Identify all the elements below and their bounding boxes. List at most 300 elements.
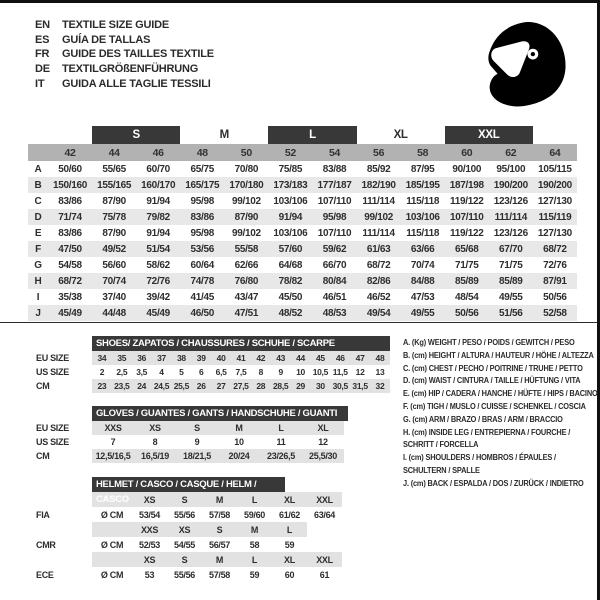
helmet-sizes-row-ece xyxy=(30,552,342,567)
apparel-value-cell: 99/102 xyxy=(231,227,261,239)
size-value-cell: 7 xyxy=(110,437,116,447)
apparel-value-cell: 45/49 xyxy=(136,305,180,321)
apparel-value-cell: 51/54 xyxy=(136,241,180,257)
helmet-unit-spacer xyxy=(92,552,132,567)
apparel-size-label: 42 xyxy=(48,144,92,161)
apparel-value-cell: 85/89 xyxy=(445,273,489,289)
apparel-value-cell: 84/88 xyxy=(401,273,445,289)
apparel-value-cell: 79/82 xyxy=(136,209,180,225)
apparel-measure-row-g xyxy=(28,257,577,273)
section-divider xyxy=(0,322,597,323)
size-value-cell: 2 xyxy=(99,367,105,377)
size-value-cell: 38 xyxy=(171,351,191,365)
apparel-value-cell: 127/130 xyxy=(537,195,572,207)
apparel-size-label: 54 xyxy=(312,144,356,161)
apparel-value-cell: 190/200 xyxy=(533,177,577,193)
apparel-value-cell: 115/118 xyxy=(406,195,440,207)
apparel-size-label: 52 xyxy=(268,144,312,161)
row-label-spacer xyxy=(30,522,92,537)
helmet-value-cell: 53 xyxy=(144,569,155,580)
helmet-size-label: L xyxy=(272,522,307,537)
helmet-value-cell: 57/58 xyxy=(208,569,231,580)
apparel-value-cell: 75/78 xyxy=(92,209,136,225)
helmet-unit-spacer xyxy=(92,522,132,537)
size-value-cell: 13 xyxy=(375,367,385,377)
apparel-value-cell: 127/130 xyxy=(537,227,572,239)
apparel-value-cell: 187/198 xyxy=(445,177,489,193)
apparel-value-cell: 51/56 xyxy=(489,305,533,321)
helmet-size-label: XS xyxy=(167,522,202,537)
apparel-value-cell: 182/190 xyxy=(357,177,401,193)
apparel-numeric-size-row xyxy=(28,144,577,161)
apparel-value-cell: 155/165 xyxy=(92,177,136,193)
apparel-value-cell: 71/75 xyxy=(454,259,479,271)
language-row xyxy=(35,76,214,91)
size-value-cell: M xyxy=(218,421,260,435)
apparel-value-cell: 91/94 xyxy=(268,209,312,225)
language-title: GUIDA ALLE TAGLIE TESSILI xyxy=(62,77,211,90)
size-value-cell: 24 xyxy=(132,379,152,393)
helmet-value-cell: 58 xyxy=(249,539,260,550)
apparel-size-group-m: M xyxy=(180,126,268,144)
apparel-value-cell: 57/60 xyxy=(268,241,312,257)
helmet-value-cell: 53/54 xyxy=(138,509,161,520)
apparel-value-cell: 54/58 xyxy=(58,259,82,271)
size-value-cell: 44 xyxy=(291,351,311,365)
language-title: GUÍA DE TALLAS xyxy=(62,33,151,46)
apparel-value-cell: 52/58 xyxy=(533,305,577,321)
apparel-measure-row-b xyxy=(28,177,577,193)
helmet-value-cell xyxy=(307,537,342,552)
size-value-cell: 12 xyxy=(355,367,365,377)
apparel-value-cell: 190/200 xyxy=(489,177,533,193)
helmet-size-label: XS xyxy=(132,492,167,507)
language-title: TEXTILGRÖßENFÜHRUNG xyxy=(62,63,199,76)
apparel-size-label: 46 xyxy=(136,144,180,161)
apparel-value-cell: 103/106 xyxy=(273,227,308,239)
row-label: CM xyxy=(36,451,50,461)
helmet-section xyxy=(30,477,342,582)
apparel-value-cell: 165/175 xyxy=(180,177,224,193)
apparel-value-cell: 91/94 xyxy=(146,227,170,239)
row-label-spacer xyxy=(30,492,92,507)
helmet-size-label: XXS xyxy=(132,522,167,537)
apparel-value-cell: 80/84 xyxy=(312,273,356,289)
language-title-list xyxy=(35,18,214,91)
apparel-value-cell: 46/52 xyxy=(366,291,391,303)
row-label: EU SIZE xyxy=(36,353,69,363)
apparel-value-cell: 107/110 xyxy=(317,227,352,239)
legend-line: F. (cm) TIGH / MUSLO / CUISSE / SCHENKEL / COSCIA xyxy=(403,400,586,411)
helmet-standard-label: ECE xyxy=(36,569,54,580)
apparel-group-spacer xyxy=(28,126,92,144)
size-value-cell: 37 xyxy=(152,351,172,365)
legend-line: SCHULTERN / SPALLE xyxy=(403,464,480,475)
size-value-cell: 30,5 xyxy=(330,379,350,393)
size-value-cell: 6,5 xyxy=(215,367,227,377)
apparel-value-cell: 185/195 xyxy=(401,177,445,193)
apparel-value-cell: 87/95 xyxy=(410,163,435,175)
legend-line: E. (cm) HIP / CADERA / HANCHE / HÜFTE / HIPS / BACINO xyxy=(403,388,598,399)
apparel-value-cell: 99/102 xyxy=(231,195,261,207)
apparel-value-cell: 55/58 xyxy=(224,241,268,257)
apparel-value-cell: 83/86 xyxy=(58,195,82,207)
apparel-measure-key: H xyxy=(28,273,48,289)
size-value-cell: 25,5/30 xyxy=(302,449,344,463)
apparel-value-cell: 111/114 xyxy=(362,227,395,239)
size-value-cell: 23,5 xyxy=(112,379,132,393)
apparel-value-cell: 64/68 xyxy=(278,259,303,271)
apparel-value-cell: 49/54 xyxy=(357,305,401,321)
language-row xyxy=(35,18,214,33)
apparel-size-label: 50 xyxy=(224,144,268,161)
helmet-value-cell: 52/53 xyxy=(138,539,161,550)
legend-line: D. (cm) WAIST / CINTURA / TAILLE / HÜFTUNG / VITA xyxy=(403,375,581,386)
helmet-size-label: L xyxy=(237,552,272,567)
apparel-value-cell: 95/98 xyxy=(190,195,215,207)
apparel-value-cell: 48/52 xyxy=(268,305,312,321)
apparel-value-cell: 56/60 xyxy=(102,259,126,271)
size-value-cell: 26 xyxy=(191,379,211,393)
size-value-cell: 2,5 xyxy=(116,367,128,377)
helmet-value-cell: 59/60 xyxy=(243,509,266,520)
apparel-value-cell: 72/76 xyxy=(543,259,567,271)
apparel-group-spacer xyxy=(533,126,577,144)
apparel-value-cell: 105/115 xyxy=(538,163,572,175)
apparel-value-cell: 53/56 xyxy=(180,241,224,257)
helmet-unit-label: Ø CM xyxy=(100,569,124,580)
apparel-value-cell: 55/65 xyxy=(102,163,126,175)
apparel-value-cell: 85/92 xyxy=(366,163,391,175)
helmet-size-label xyxy=(307,522,342,537)
apparel-value-cell: 87/90 xyxy=(224,209,268,225)
helmet-values-row-fia xyxy=(30,507,342,522)
size-value-cell: S xyxy=(176,421,218,435)
size-value-cell: 40 xyxy=(211,351,231,365)
apparel-value-cell: 49/55 xyxy=(401,305,445,321)
size-value-cell: 18/21,5 xyxy=(176,449,218,463)
apparel-value-cell: 58/62 xyxy=(146,259,170,271)
apparel-value-cell: 61/63 xyxy=(357,241,401,257)
apparel-value-cell: 48/54 xyxy=(454,291,479,303)
helmet-size-label: S xyxy=(167,552,202,567)
apparel-value-cell: 150/160 xyxy=(48,177,92,193)
size-value-cell: 29 xyxy=(291,379,311,393)
apparel-value-cell: 71/74 xyxy=(48,209,92,225)
size-value-cell: 9 xyxy=(278,367,283,377)
size-value-cell: 9 xyxy=(194,437,200,447)
size-value-cell: 30 xyxy=(310,379,330,393)
helmet-size-label: XL xyxy=(272,492,307,507)
apparel-value-cell: 47/50 xyxy=(48,241,92,257)
apparel-size-table xyxy=(28,126,577,321)
size-value-cell: 27,5 xyxy=(231,379,251,393)
size-value-cell: 3,5 xyxy=(136,367,148,377)
language-title: GUIDE DES TAILLES TEXTILE xyxy=(62,48,214,61)
size-row-eu-size xyxy=(30,421,344,435)
size-value-cell: 43 xyxy=(271,351,291,365)
apparel-value-cell: 48/53 xyxy=(312,305,356,321)
size-value-cell: 28,5 xyxy=(271,379,291,393)
apparel-measure-row-a xyxy=(28,161,577,177)
apparel-value-cell: 45/49 xyxy=(48,305,92,321)
shoes-section xyxy=(30,336,390,393)
helmet-standard-label: CMR xyxy=(36,539,56,550)
apparel-value-cell: 115/118 xyxy=(406,227,440,239)
apparel-measure-key: E xyxy=(34,227,42,239)
legend-line: B. (cm) HEIGHT / ALTURA / HAUTEUR / HÖHE / ALTEZZA xyxy=(403,349,594,360)
apparel-size-group-xxl: XXL xyxy=(445,126,533,144)
size-value-cell: 5 xyxy=(179,367,184,377)
helmet-value-cell: 60 xyxy=(284,569,295,580)
apparel-value-cell: 177/187 xyxy=(312,177,356,193)
language-code: FR xyxy=(35,48,50,61)
size-row-us-size xyxy=(30,435,344,449)
size-value-cell: 36 xyxy=(132,351,152,365)
helmet-size-label: M xyxy=(202,552,237,567)
size-value-cell: 8 xyxy=(152,437,158,447)
helmet-standard-label: FIA xyxy=(36,509,50,520)
apparel-measure-key: D xyxy=(28,209,48,225)
row-label: EU SIZE xyxy=(36,423,69,433)
helmet-value-cell: 61 xyxy=(319,569,330,580)
helmet-size-label: S xyxy=(167,492,202,507)
helmet-unit-label: Ø CM xyxy=(100,539,124,550)
apparel-value-cell: 91/94 xyxy=(146,195,170,207)
apparel-size-label: 56 xyxy=(357,144,401,161)
size-value-cell: 32 xyxy=(370,379,390,393)
size-value-cell: 28 xyxy=(251,379,271,393)
apparel-value-cell: 82/86 xyxy=(357,273,401,289)
apparel-value-cell: 74/78 xyxy=(180,273,224,289)
apparel-value-cell: 95/100 xyxy=(496,163,526,175)
apparel-size-group-row xyxy=(28,126,577,144)
helmet-value-cell: 56/57 xyxy=(208,539,231,550)
apparel-value-cell: 123/126 xyxy=(493,227,528,239)
helmet-size-label: XL xyxy=(272,552,307,567)
apparel-size-label: 62 xyxy=(489,144,533,161)
helmet-size-label: L xyxy=(237,492,272,507)
size-value-cell: 27 xyxy=(211,379,231,393)
language-title: TEXTILE SIZE GUIDE xyxy=(62,19,170,32)
apparel-measure-row-d xyxy=(28,209,577,225)
apparel-size-label: 44 xyxy=(92,144,136,161)
language-row xyxy=(35,62,214,77)
language-code: IT xyxy=(35,77,45,90)
apparel-value-cell: 87/90 xyxy=(102,195,126,207)
apparel-value-cell: 68/72 xyxy=(533,241,577,257)
language-code: DE xyxy=(35,63,50,76)
apparel-value-cell: 70/80 xyxy=(234,163,259,175)
size-value-cell: 35 xyxy=(112,351,132,365)
row-label: US SIZE xyxy=(36,437,69,447)
size-value-cell: 46 xyxy=(330,351,350,365)
helmet-value-cell: 63/64 xyxy=(313,509,336,520)
size-value-cell: 23 xyxy=(92,379,112,393)
apparel-value-cell: 35/38 xyxy=(58,291,82,303)
helmet-value-cell: 57/58 xyxy=(208,509,231,520)
apparel-value-cell: 46/51 xyxy=(322,291,347,303)
size-value-cell: 47 xyxy=(350,351,370,365)
language-code: EN xyxy=(35,19,50,32)
helmet-section-header: HELMET / CASCO / CASQUE / HELM / CASCO xyxy=(92,477,285,492)
language-code: ES xyxy=(35,33,50,46)
size-row-cm xyxy=(30,379,390,393)
apparel-value-cell: 160/170 xyxy=(136,177,180,193)
language-row xyxy=(35,47,214,62)
size-value-cell: XS xyxy=(134,421,176,435)
apparel-value-cell: 47/53 xyxy=(410,291,435,303)
apparel-measure-row-i xyxy=(28,289,577,305)
apparel-value-cell: 49/52 xyxy=(92,241,136,257)
page-top-border xyxy=(0,0,600,3)
size-value-cell: 23/26,5 xyxy=(260,449,302,463)
gloves-section xyxy=(30,406,348,463)
apparel-value-cell: 83/86 xyxy=(180,209,224,225)
helmet-size-label: XXL xyxy=(307,492,342,507)
size-value-cell: 10,5 xyxy=(312,367,329,377)
apparel-value-cell: 68/72 xyxy=(366,259,391,271)
apparel-value-cell: 71/75 xyxy=(499,259,523,271)
size-value-cell: 45 xyxy=(310,351,330,365)
helmet-value-cell: 55/56 xyxy=(173,569,196,580)
legend-line: A. (Kg) WEIGHT / PESO / POIDS / GEWITCH / PESO xyxy=(403,337,575,347)
apparel-value-cell: 63/66 xyxy=(401,241,445,257)
size-value-cell: 6 xyxy=(199,367,204,377)
apparel-measure-key: I xyxy=(36,291,40,303)
apparel-value-cell: 95/98 xyxy=(312,209,356,225)
size-value-cell: 16,5/19 xyxy=(134,449,176,463)
apparel-value-cell: 66/70 xyxy=(322,259,347,271)
apparel-value-cell: 78/82 xyxy=(268,273,312,289)
apparel-measure-key: C xyxy=(34,195,42,207)
apparel-value-cell: 68/72 xyxy=(48,273,92,289)
apparel-value-cell: 99/102 xyxy=(357,209,401,225)
row-label: US SIZE xyxy=(36,367,69,377)
legend-line: J. (cm) BACK / ESPALDA / DOS / ZURÜCK / INDIETRO xyxy=(403,477,584,488)
size-value-cell: XXS xyxy=(92,421,134,435)
helmet-size-label: XXL xyxy=(307,552,342,567)
apparel-value-cell: 70/74 xyxy=(410,259,435,271)
apparel-value-cell: 65/68 xyxy=(445,241,489,257)
apparel-value-cell: 83/88 xyxy=(322,163,347,175)
legend-line: G. (cm) ARM / BRAZO / BRAS / ARM / BRACCIO xyxy=(403,413,563,424)
apparel-measure-key: A xyxy=(34,163,42,175)
size-value-cell: 11,5 xyxy=(332,367,348,377)
legend-line: C. (cm) CHEST / PECHO / POITRINE / TRUHE / PETTO xyxy=(403,362,583,373)
size-value-cell: 48 xyxy=(370,351,390,365)
size-value-cell: 10 xyxy=(296,367,305,377)
apparel-value-cell: 60/64 xyxy=(190,259,215,271)
helmet-size-label: M xyxy=(237,522,272,537)
helmet-size-label: S xyxy=(202,522,237,537)
apparel-value-cell: 85/89 xyxy=(489,273,533,289)
apparel-value-cell: 45/50 xyxy=(278,291,303,303)
apparel-measure-key: J xyxy=(28,305,48,321)
apparel-value-cell: 59/62 xyxy=(312,241,356,257)
helmet-size-table xyxy=(30,492,342,582)
apparel-value-cell: 95/98 xyxy=(190,227,215,239)
apparel-value-cell: 75/85 xyxy=(278,163,303,175)
apparel-value-cell: 37/40 xyxy=(102,291,126,303)
size-value-cell: 20/24 xyxy=(218,449,260,463)
size-row-eu-size xyxy=(30,351,390,365)
size-value-cell: 41 xyxy=(231,351,251,365)
helmet-value-cell: 55/56 xyxy=(173,509,196,520)
row-label-spacer xyxy=(30,552,92,567)
apparel-value-cell: 87/90 xyxy=(102,227,126,239)
apparel-value-cell: 119/122 xyxy=(449,195,484,207)
helmet-values-row-ece xyxy=(30,567,342,582)
apparel-size-group-xl: XL xyxy=(357,126,445,144)
size-value-cell: 10 xyxy=(234,437,244,447)
apparel-value-cell: 50/56 xyxy=(543,291,567,303)
apparel-measure-row-e xyxy=(28,225,577,241)
measurement-legend xyxy=(403,336,600,490)
apparel-value-cell: 72/76 xyxy=(136,273,180,289)
size-value-cell: L xyxy=(260,421,302,435)
size-value-cell: 24,5 xyxy=(152,379,172,393)
apparel-size-label: 60 xyxy=(445,144,489,161)
apparel-value-cell: 39/42 xyxy=(146,291,170,303)
size-value-cell: 11 xyxy=(276,437,286,447)
shoes-section-header: SHOES/ ZAPATOS / CHAUSSURES / SCHUHE / SCARPE xyxy=(92,336,390,351)
apparel-size-group-l: L xyxy=(268,126,356,144)
apparel-measure-row-f xyxy=(28,241,577,257)
apparel-value-cell: 50/60 xyxy=(58,163,82,175)
apparel-size-label: 58 xyxy=(401,144,445,161)
helmet-value-cell: 61/62 xyxy=(278,509,301,520)
legend-line: H. (cm) INSIDE LEG / ENTREPIERNA / FOURCHE / xyxy=(403,426,571,437)
apparel-value-cell: 119/122 xyxy=(449,227,484,239)
apparel-value-cell: 44/48 xyxy=(92,305,136,321)
apparel-measure-key: B xyxy=(28,177,48,193)
helmet-sizes-row-fia xyxy=(30,492,342,507)
size-value-cell: 39 xyxy=(191,351,211,365)
apparel-value-cell: 107/110 xyxy=(317,195,352,207)
apparel-value-cell: 103/106 xyxy=(401,209,445,225)
apparel-value-cell: 67/70 xyxy=(489,241,533,257)
apparel-value-cell: 41/45 xyxy=(190,291,215,303)
apparel-value-cell: 47/51 xyxy=(224,305,268,321)
apparel-value-cell: 115/119 xyxy=(533,209,577,225)
apparel-value-cell: 111/114 xyxy=(362,195,395,207)
legend-line: SCHRITT / FORCELLA xyxy=(403,439,479,450)
helmet-value-cell: 54/55 xyxy=(173,539,196,550)
gloves-size-table xyxy=(30,421,344,463)
shoes-size-table xyxy=(30,351,390,393)
apparel-value-cell: 87/91 xyxy=(533,273,577,289)
size-value-cell: 8 xyxy=(258,367,264,377)
apparel-measure-row-c xyxy=(28,193,577,209)
language-row xyxy=(35,33,214,48)
apparel-value-cell: 60/70 xyxy=(146,163,170,175)
apparel-measure-row-j xyxy=(28,305,577,321)
apparel-value-cell: 173/183 xyxy=(268,177,312,193)
apparel-measure-key: F xyxy=(28,241,48,257)
apparel-value-cell: 111/114 xyxy=(489,209,533,225)
apparel-measure-key: G xyxy=(34,259,42,271)
helmet-value-cell: 59 xyxy=(284,539,295,550)
apparel-value-cell: 83/86 xyxy=(58,227,82,239)
apparel-value-cell: 49/55 xyxy=(499,291,523,303)
row-label: CM xyxy=(36,381,50,391)
apparel-corner-cell xyxy=(28,144,48,161)
apparel-value-cell: 43/47 xyxy=(234,291,259,303)
helmet-value-cell: 59 xyxy=(249,569,260,580)
size-value-cell: 25,5 xyxy=(171,379,191,393)
apparel-value-cell: 70/74 xyxy=(92,273,136,289)
